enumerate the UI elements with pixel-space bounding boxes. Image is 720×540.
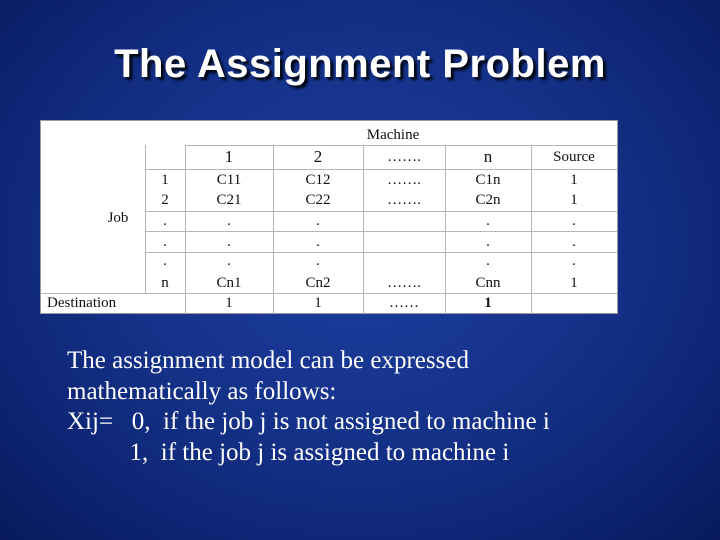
footer-cell: …… xyxy=(389,295,419,311)
column-header: Source xyxy=(553,149,595,165)
table-cell: . xyxy=(572,213,576,229)
table-group-header: Machine xyxy=(366,127,420,143)
table-cell: . xyxy=(316,234,320,250)
table-cell: C1n xyxy=(475,172,501,188)
body-line: Xij= 0, if the job j is not assigned to machine i xyxy=(67,408,550,435)
slide-title: The Assignment Problem xyxy=(114,42,606,86)
row-label: . xyxy=(163,213,167,229)
row-label: n xyxy=(161,275,169,291)
column-header: 2 xyxy=(313,147,323,166)
grid-line xyxy=(145,169,617,170)
table-cell: . xyxy=(316,213,320,229)
table-cell: C21 xyxy=(216,192,242,208)
column-header: 1 xyxy=(224,147,234,166)
footer-label: Destination xyxy=(47,295,117,311)
column-header: n xyxy=(483,147,493,166)
table-cell: . xyxy=(227,213,231,229)
body-line: 1, if the job j is assigned to machine i xyxy=(67,438,510,466)
table-cell: 1 xyxy=(570,172,578,188)
grid-line xyxy=(185,145,617,146)
table-cell: Cn1 xyxy=(216,275,242,291)
row-label: . xyxy=(163,253,167,269)
row-group-label: Job xyxy=(107,210,129,226)
table-cell: C22 xyxy=(305,192,331,208)
table-cell: . xyxy=(316,253,320,269)
table-cell: . xyxy=(486,234,490,250)
column-header: ……. xyxy=(387,149,421,165)
table-cell: Cnn xyxy=(475,275,501,291)
table-cell: C12 xyxy=(305,172,331,188)
table-cell: ……. xyxy=(387,172,421,188)
table-cell: . xyxy=(227,253,231,269)
row-label: . xyxy=(163,234,167,250)
footer-cell: 1 xyxy=(484,295,492,311)
footer-cell: 1 xyxy=(314,295,322,311)
footer-cell: 1 xyxy=(225,295,233,311)
table-cell: ……. xyxy=(387,275,421,291)
row-label: 2 xyxy=(161,192,169,208)
table-cell: ……. xyxy=(387,192,421,208)
table-cell: 1 xyxy=(570,192,578,208)
table-cell: Cn2 xyxy=(305,275,331,291)
table-cell: . xyxy=(572,234,576,250)
table-cell: . xyxy=(227,234,231,250)
table-cell: C2n xyxy=(475,192,501,208)
body-line: mathematically as follows: xyxy=(67,377,337,405)
grid-line xyxy=(145,231,617,232)
body-text xyxy=(67,346,550,468)
assignment-table xyxy=(40,120,618,314)
table-cell: C11 xyxy=(216,172,242,188)
table-cell: . xyxy=(486,213,490,229)
table-cell: . xyxy=(572,253,576,269)
table-cell: . xyxy=(486,253,490,269)
body-line: The assignment model can be expressed xyxy=(67,347,469,374)
table-cell: 1 xyxy=(570,275,578,291)
row-label: 1 xyxy=(161,172,169,188)
